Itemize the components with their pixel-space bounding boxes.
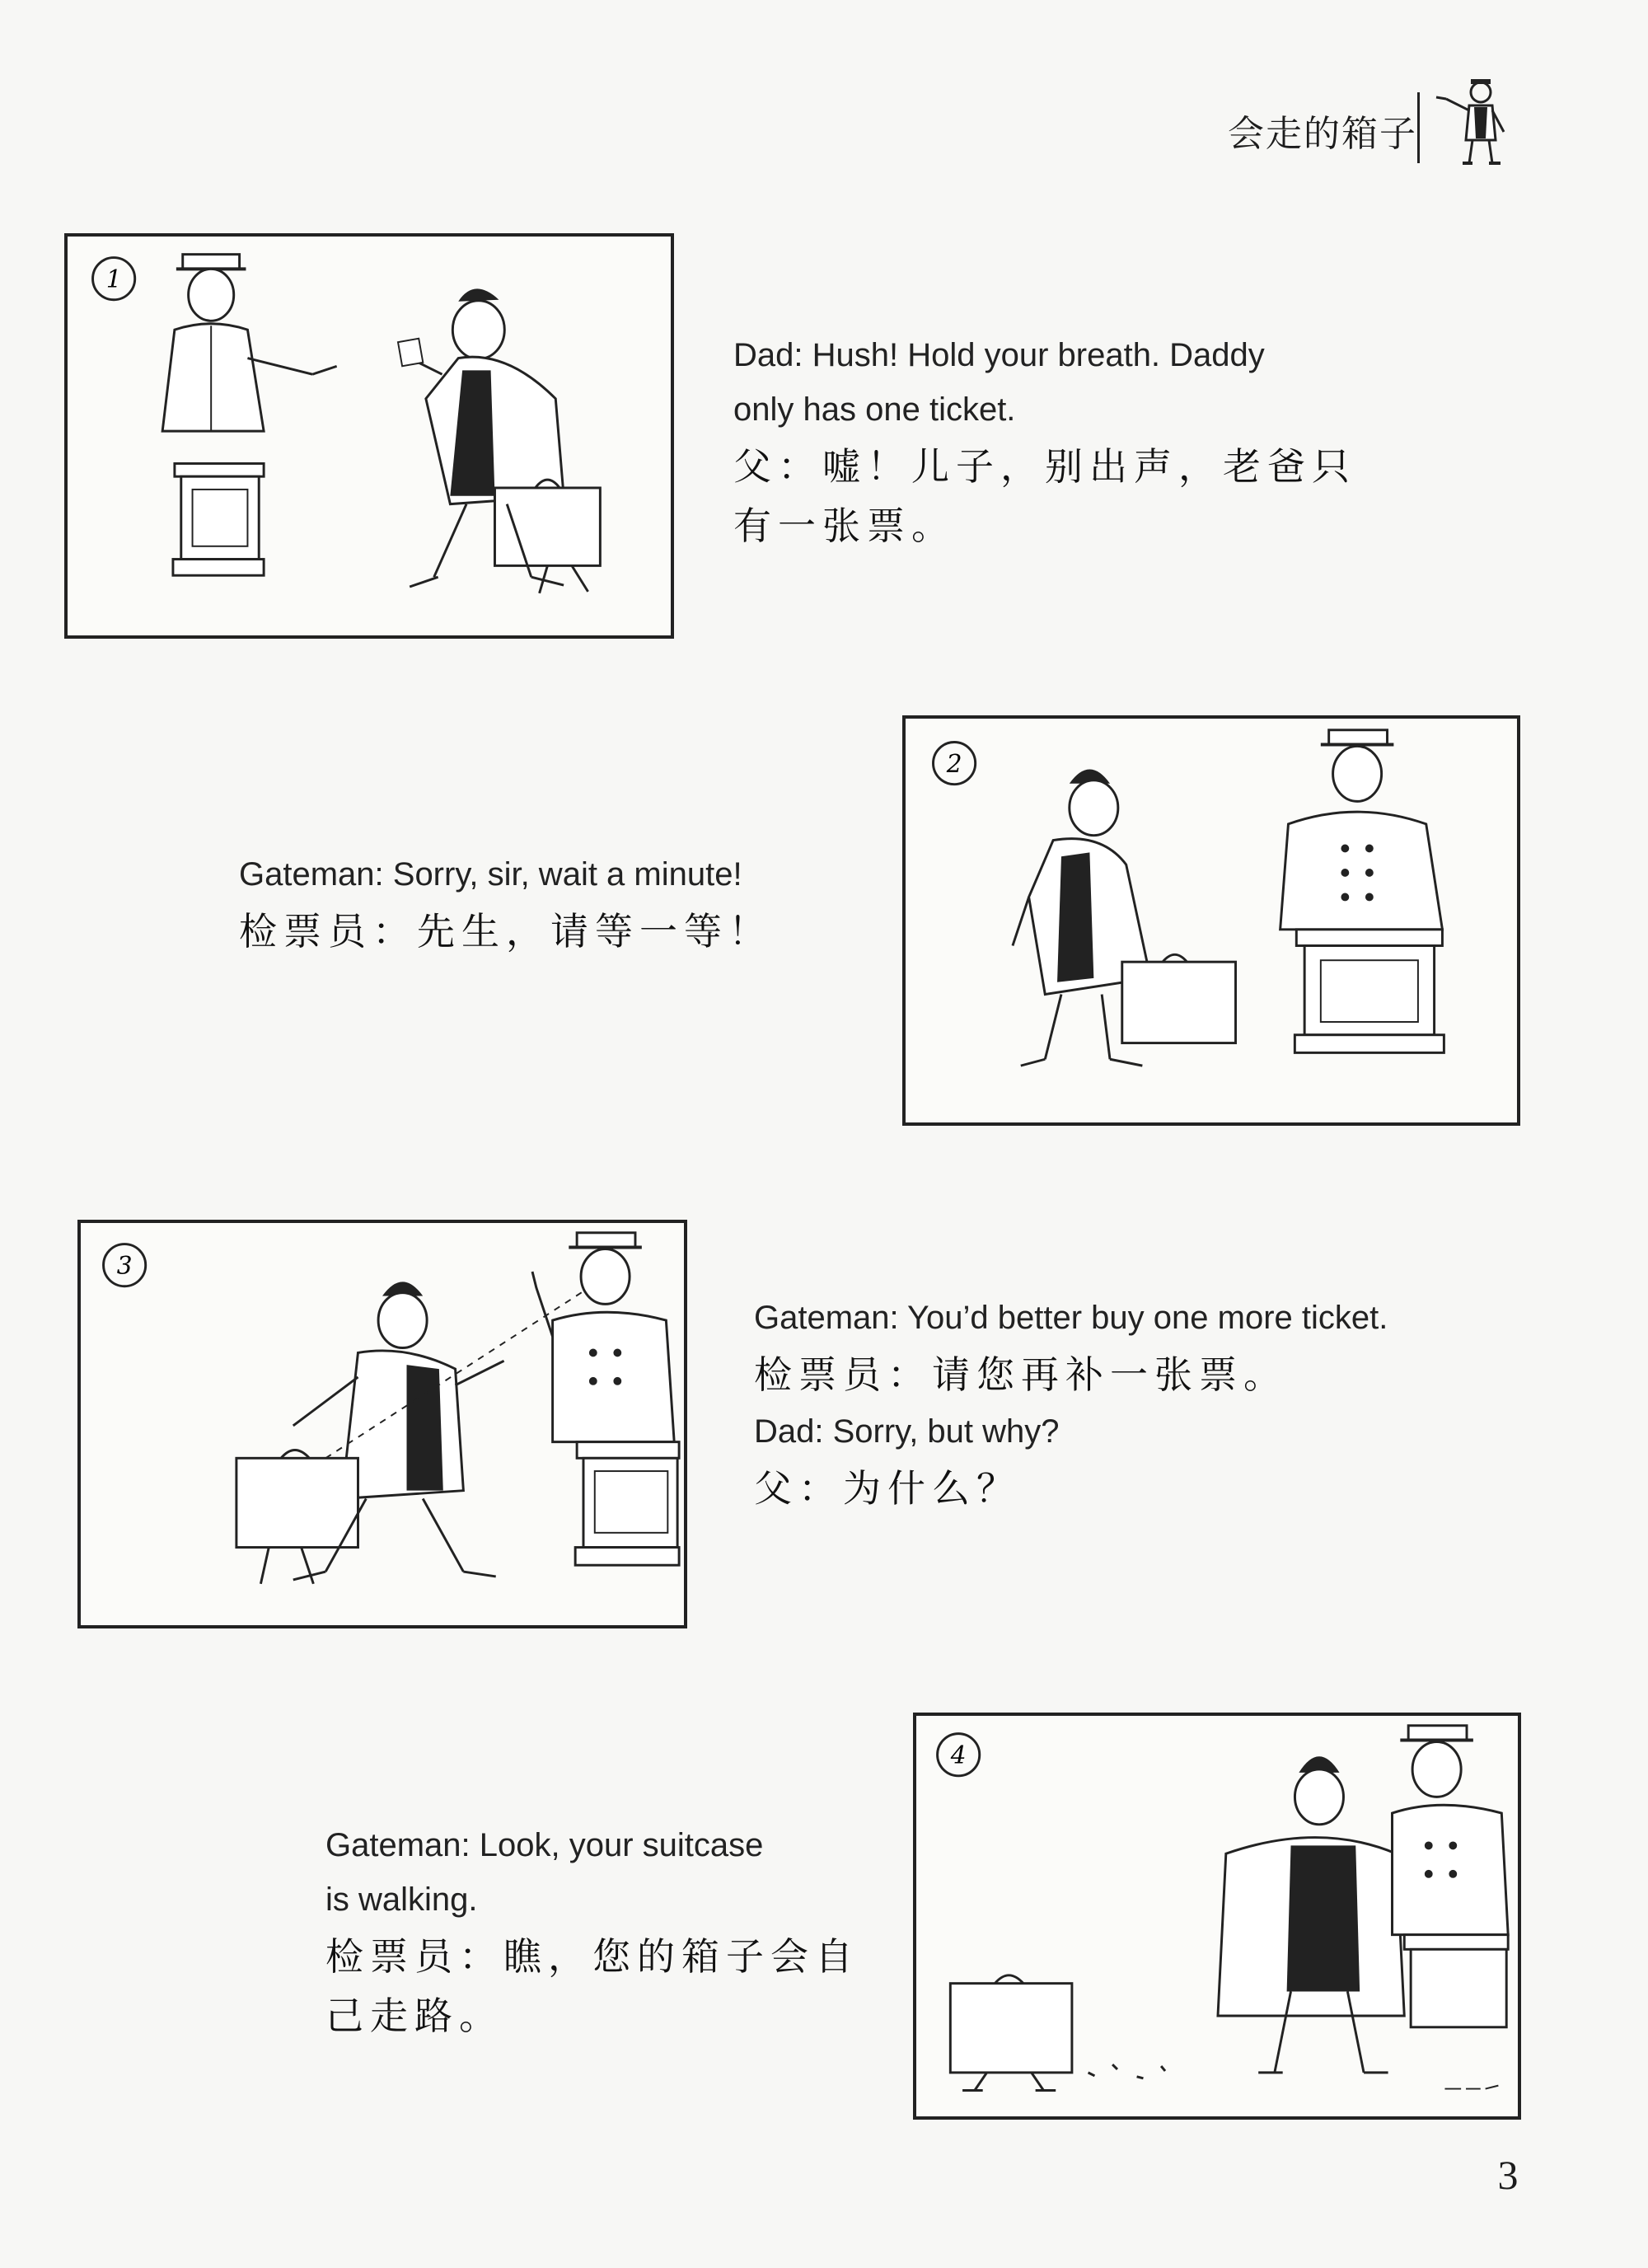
- caption-4-zh-line-1: 检票员：瞧，您的箱子会自: [325, 1934, 859, 1979]
- page-number: 3: [1497, 2152, 1519, 2198]
- caption-3-zh-line-1: 检票员：请您再补一张票。: [754, 1352, 1288, 1397]
- chapter-title: 会走的箱子: [1228, 113, 1417, 155]
- panel-number: 3: [116, 1251, 133, 1280]
- header-divider: [1417, 92, 1420, 163]
- caption-2-zh-line-1: 检票员：先生，请等一等！: [239, 909, 773, 954]
- caption-3-en-line-2: Dad: Sorry, but why?: [754, 1413, 1060, 1450]
- panel-2-illustration: [906, 719, 1517, 1122]
- caption-1-en-line-1: Dad: Hush! Hold your breath. Daddy: [733, 337, 1265, 373]
- comic-panel-2: [902, 715, 1520, 1126]
- comic-panel-3: [77, 1220, 687, 1628]
- caption-4-en-line-1: Gateman: Look, your suitcase: [325, 1827, 764, 1863]
- caption-3-en-line-1: Gateman: You’d better buy one more ticket.: [754, 1300, 1388, 1336]
- caption-4: [325, 1818, 859, 2045]
- caption-1-en-line-2: only has one ticket.: [733, 391, 1016, 428]
- panel-1-illustration: [68, 237, 671, 635]
- panel-4-illustration: [916, 1716, 1518, 2116]
- caption-2-en-line-1: Gateman: Sorry, sir, wait a minute!: [239, 856, 742, 893]
- caption-1: [733, 328, 1356, 555]
- caption-1-zh-line-1: 父：嘘！儿子，别出声，老爸只: [733, 444, 1356, 489]
- caption-4-zh-line-2: 己走路。: [325, 1994, 503, 2038]
- comic-panel-1: [64, 233, 674, 639]
- panel-3-illustration: [81, 1223, 684, 1625]
- caption-4-en-line-2: is walking.: [325, 1881, 478, 1918]
- panel-number: 2: [946, 749, 962, 778]
- panel-number: 4: [950, 1741, 967, 1770]
- caption-2: [239, 847, 773, 961]
- panel-number: 1: [105, 265, 122, 293]
- caption-1-zh-line-2: 有一张票。: [733, 504, 956, 548]
- header-character-icon: [1430, 74, 1520, 169]
- comic-panel-4: [913, 1713, 1521, 2120]
- caption-3-zh-line-2: 父：为什么？: [754, 1466, 1021, 1511]
- caption-3: [754, 1291, 1388, 1518]
